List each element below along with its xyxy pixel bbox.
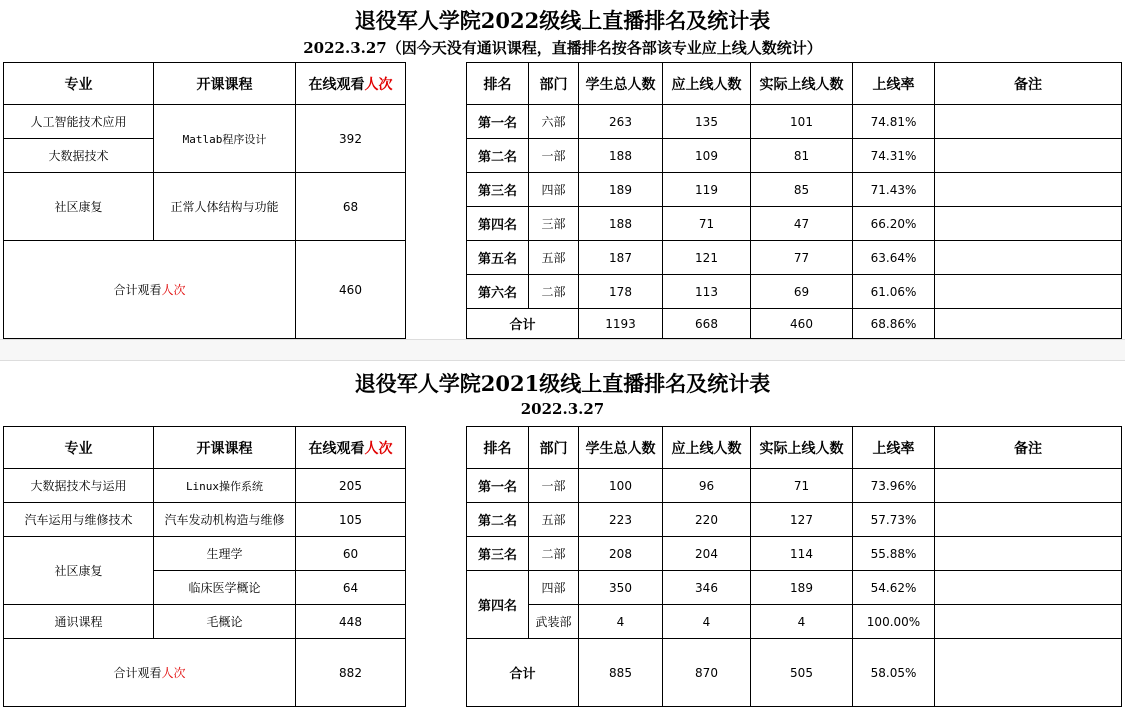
rank-cell: 第一名 [467,105,529,139]
actual-cell: 85 [751,173,853,207]
remarks-cell [935,537,1122,571]
actual-cell: 114 [751,537,853,571]
dept-cell: 二部 [529,275,579,309]
table-row [467,537,1122,571]
views-cell: 105 [296,503,406,537]
header-course: 开课课程 [154,63,296,105]
table-row [467,571,1122,605]
header-expected-online: 应上线人数 [663,427,751,469]
actual-cell: 77 [751,241,853,275]
students-cell: 188 [579,139,663,173]
section-divider [0,339,1125,361]
students-cell: 223 [579,503,663,537]
rate-cell: 74.81% [853,105,935,139]
dept-cell: 五部 [529,503,579,537]
course-cell: 生理学 [154,537,296,571]
header-online-rate: 上线率 [853,63,935,105]
actual-cell: 127 [751,503,853,537]
students-cell: 100 [579,469,663,503]
rate-cell: 74.31% [853,139,935,173]
actual-cell: 4 [751,605,853,639]
table-row [467,275,1122,309]
header-actual-online: 实际上线人数 [751,63,853,105]
views-cell: 205 [296,469,406,503]
total-views-cell: 882 [296,639,406,707]
header-course: 开课课程 [154,427,296,469]
section1-subtitle: 2022.3.27（因今天没有通识课程，直播排名按各部该专业应上线人数统计） [303,39,822,57]
dept-cell: 二部 [529,537,579,571]
section1-title: 退役军人学院2022级线上直播排名及统计表 [354,8,771,33]
total-label-cell: 合计观看人次 [4,639,296,707]
header-dept: 部门 [529,63,579,105]
expected-cell: 71 [663,207,751,241]
rate-cell: 57.73% [853,503,935,537]
students-cell: 178 [579,275,663,309]
total-row [467,309,1122,339]
rank-cell: 第二名 [467,503,529,537]
course-cell: Linux操作系统 [154,469,296,503]
major-cell: 社区康复 [4,173,154,241]
header-actual-online: 实际上线人数 [751,427,853,469]
dept-cell: 三部 [529,207,579,241]
total-views-cell: 460 [296,241,406,339]
section2-major-table [3,426,406,707]
course-cell: 毛概论 [154,605,296,639]
section1-ranking-table [466,62,1122,339]
actual-cell: 71 [751,469,853,503]
rate-cell: 63.64% [853,241,935,275]
rank-cell: 第三名 [467,537,529,571]
rate-cell: 61.06% [853,275,935,309]
table-row [467,605,1122,639]
major-cell: 通识课程 [4,605,154,639]
dept-cell: 一部 [529,469,579,503]
remarks-cell [935,605,1122,639]
table-row [467,503,1122,537]
major-cell: 大数据技术与运用 [4,469,154,503]
major-cell: 汽车运用与维修技术 [4,503,154,537]
dept-cell: 一部 [529,139,579,173]
rate-cell: 71.43% [853,173,935,207]
expected-cell: 204 [663,537,751,571]
header-rank: 排名 [467,427,529,469]
rank-cell: 第六名 [467,275,529,309]
students-cell: 885 [579,639,663,707]
section2-title: 退役军人学院2021级线上直播排名及统计表 [354,371,771,396]
rate-cell: 58.05% [853,639,935,707]
rank-cell: 第三名 [467,173,529,207]
total-label-cell: 合计观看人次 [4,241,296,339]
major-cell: 人工智能技术应用 [4,105,154,139]
header-expected-online: 应上线人数 [663,63,751,105]
dept-cell: 五部 [529,241,579,275]
views-cell: 392 [296,105,406,173]
students-cell: 208 [579,537,663,571]
table-row [467,207,1122,241]
students-cell: 189 [579,173,663,207]
rank-cell: 第二名 [467,139,529,173]
remarks-cell [935,275,1122,309]
rate-cell: 66.20% [853,207,935,241]
rate-cell: 100.00% [853,605,935,639]
table-row [467,173,1122,207]
header-views: 在线观看人次 [296,427,406,469]
views-cell: 68 [296,173,406,241]
header-major: 专业 [4,427,154,469]
expected-cell: 220 [663,503,751,537]
actual-cell: 69 [751,275,853,309]
header-remarks: 备注 [935,427,1122,469]
students-cell: 350 [579,571,663,605]
expected-cell: 109 [663,139,751,173]
rank-cell: 第四名 [467,207,529,241]
course-cell: Matlab程序设计 [154,105,296,173]
actual-cell: 47 [751,207,853,241]
expected-cell: 121 [663,241,751,275]
dept-cell: 四部 [529,173,579,207]
actual-cell: 460 [751,309,853,339]
total-label-cell: 合计 [467,639,579,707]
students-cell: 187 [579,241,663,275]
rate-cell: 54.62% [853,571,935,605]
major-cell: 社区康复 [4,537,154,605]
dept-cell: 四部 [529,571,579,605]
remarks-cell [935,173,1122,207]
header-rank: 排名 [467,63,529,105]
rank-cell: 第五名 [467,241,529,275]
remarks-cell [935,309,1122,339]
table-row [467,469,1122,503]
remarks-cell [935,207,1122,241]
course-cell: 汽车发动机构造与维修 [154,503,296,537]
expected-cell: 4 [663,605,751,639]
rate-cell: 55.88% [853,537,935,571]
header-dept: 部门 [529,427,579,469]
students-cell: 1193 [579,309,663,339]
dept-cell: 武装部 [529,605,579,639]
header-online-rate: 上线率 [853,427,935,469]
actual-cell: 81 [751,139,853,173]
course-cell: 正常人体结构与功能 [154,173,296,241]
course-cell: 临床医学概论 [154,571,296,605]
rate-cell: 73.96% [853,469,935,503]
remarks-cell [935,241,1122,275]
dept-cell: 六部 [529,105,579,139]
expected-cell: 668 [663,309,751,339]
expected-cell: 96 [663,469,751,503]
total-row [467,639,1122,707]
header-major: 专业 [4,63,154,105]
actual-cell: 505 [751,639,853,707]
remarks-cell [935,469,1122,503]
rank-cell: 第一名 [467,469,529,503]
section2-subtitle: 2022.3.27 [520,400,605,418]
actual-cell: 189 [751,571,853,605]
table-row [467,139,1122,173]
actual-cell: 101 [751,105,853,139]
students-cell: 188 [579,207,663,241]
header-views: 在线观看人次 [296,63,406,105]
expected-cell: 113 [663,275,751,309]
section1-major-table [3,62,406,339]
students-cell: 4 [579,605,663,639]
section2-ranking-table [466,426,1122,707]
views-cell: 60 [296,537,406,571]
remarks-cell [935,139,1122,173]
expected-cell: 346 [663,571,751,605]
students-cell: 263 [579,105,663,139]
expected-cell: 135 [663,105,751,139]
header-total-students: 学生总人数 [579,427,663,469]
remarks-cell [935,571,1122,605]
remarks-cell [935,503,1122,537]
table-row [467,241,1122,275]
views-cell: 64 [296,571,406,605]
major-cell: 大数据技术 [4,139,154,173]
total-label-cell: 合计 [467,309,579,339]
remarks-cell [935,639,1122,707]
expected-cell: 119 [663,173,751,207]
table-row [467,105,1122,139]
header-remarks: 备注 [935,63,1122,105]
rate-cell: 68.86% [853,309,935,339]
header-total-students: 学生总人数 [579,63,663,105]
remarks-cell [935,105,1122,139]
rank-cell: 第四名 [467,571,529,639]
expected-cell: 870 [663,639,751,707]
views-cell: 448 [296,605,406,639]
